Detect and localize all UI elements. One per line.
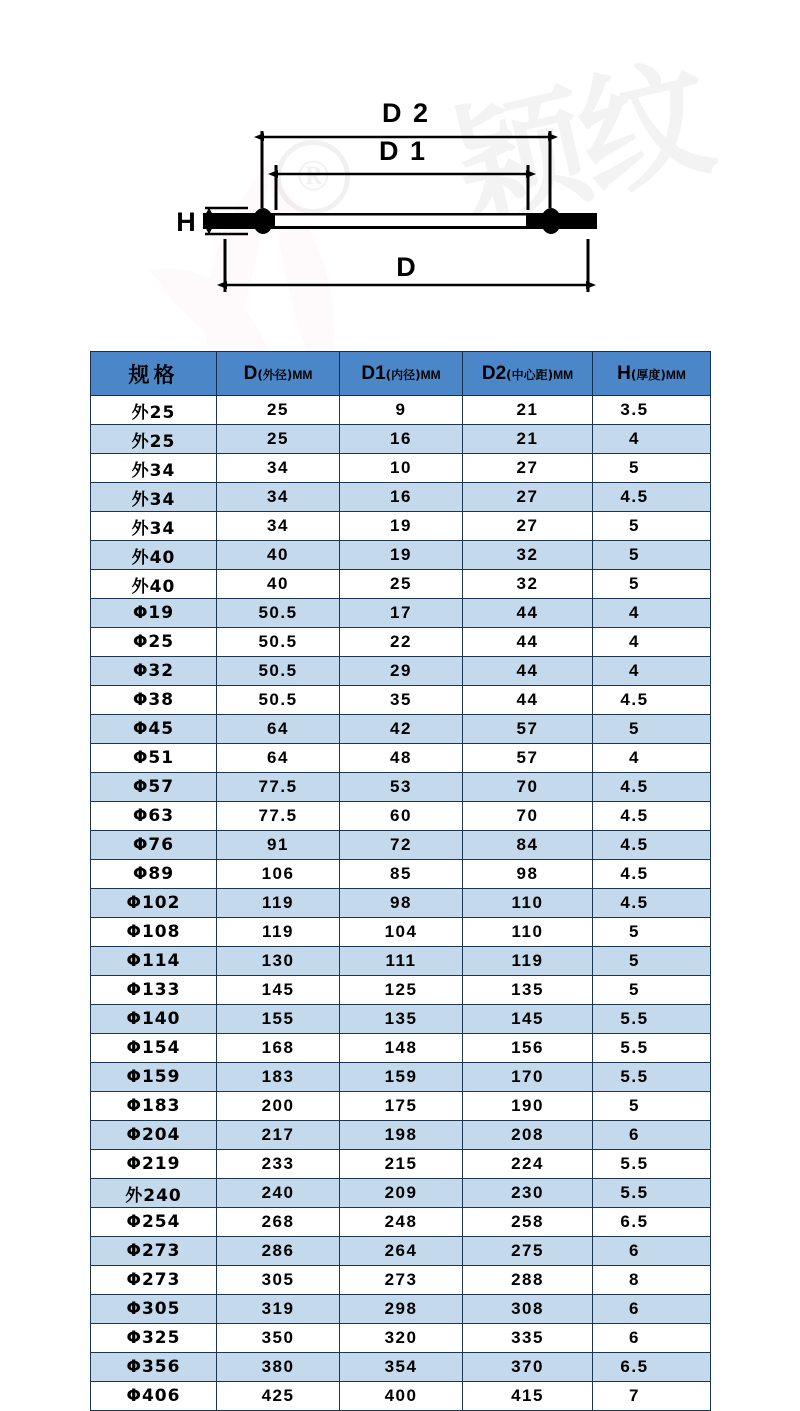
cell-d2: 308 [463, 1295, 593, 1324]
cell-d: 350 [217, 1324, 340, 1353]
table-row [91, 831, 711, 860]
cell-d2: 44 [463, 599, 593, 628]
table-row [91, 1295, 711, 1324]
cell-h: 5.5 [593, 1034, 711, 1063]
cell-d1: 10 [340, 454, 463, 483]
cell-d: 91 [217, 831, 340, 860]
cell-d1: 29 [340, 657, 463, 686]
cell-d1: 16 [340, 425, 463, 454]
cell-d1: 19 [340, 541, 463, 570]
cell-d2: 84 [463, 831, 593, 860]
cell-d2: 170 [463, 1063, 593, 1092]
cell-d: 50.5 [217, 599, 340, 628]
cell-d1: 72 [340, 831, 463, 860]
column-header-h [593, 352, 711, 396]
table-row [91, 396, 711, 425]
table-row [91, 1382, 711, 1411]
cell-d: 40 [217, 541, 340, 570]
cell-d: 25 [217, 425, 340, 454]
cell-d: 380 [217, 1353, 340, 1382]
cell-d: 168 [217, 1034, 340, 1063]
cell-d: 305 [217, 1266, 340, 1295]
cell-d1: 298 [340, 1295, 463, 1324]
cell-d2: 119 [463, 947, 593, 976]
cell-d2: 27 [463, 483, 593, 512]
column-header-h-symbol: H [617, 362, 631, 384]
cell-d2: 224 [463, 1150, 593, 1179]
cell-d2: 57 [463, 715, 593, 744]
cell-spec: Φ204 [91, 1121, 217, 1150]
cell-d2: 44 [463, 686, 593, 715]
cell-d2: 370 [463, 1353, 593, 1382]
table-row [91, 744, 711, 773]
cell-d2: 275 [463, 1237, 593, 1266]
specification-table-container [90, 351, 710, 1411]
cell-d1: 215 [340, 1150, 463, 1179]
cell-d1: 35 [340, 686, 463, 715]
cell-d1: 273 [340, 1266, 463, 1295]
table-row [91, 1034, 711, 1063]
column-header-h-note: (厚度) [630, 367, 666, 382]
cell-d1: 16 [340, 483, 463, 512]
cell-d: 183 [217, 1063, 340, 1092]
cell-d1: 60 [340, 802, 463, 831]
cell-h: 5 [593, 918, 711, 947]
cell-h: 6 [593, 1324, 711, 1353]
cell-d: 106 [217, 860, 340, 889]
cell-h: 5 [593, 541, 711, 570]
column-header-d1-note: (内径) [385, 367, 421, 382]
cell-spec: Φ133 [91, 976, 217, 1005]
table-header [91, 352, 711, 396]
column-header-d-unit: MM [292, 367, 313, 382]
cell-d2: 70 [463, 802, 593, 831]
dimension-label-d2: D 2 [381, 98, 431, 128]
column-header-d-note: (外径) [257, 367, 293, 382]
table-row [91, 773, 711, 802]
cell-d1: 85 [340, 860, 463, 889]
cell-d1: 48 [340, 744, 463, 773]
table-row [91, 802, 711, 831]
table-row [91, 918, 711, 947]
cell-d: 155 [217, 1005, 340, 1034]
cell-d: 145 [217, 976, 340, 1005]
dimension-d1 [276, 136, 528, 210]
column-header-d2 [463, 352, 593, 396]
cell-d1: 22 [340, 628, 463, 657]
table-row [91, 512, 711, 541]
cell-spec: Φ38 [91, 686, 217, 715]
table-row [91, 483, 711, 512]
cell-d1: 320 [340, 1324, 463, 1353]
cell-spec: Φ325 [91, 1324, 217, 1353]
cell-h: 6 [593, 1237, 711, 1266]
cell-d1: 248 [340, 1208, 463, 1237]
cell-h: 4.5 [593, 483, 711, 512]
column-header-spec [91, 352, 217, 396]
column-header-d2-note: (中心距) [506, 367, 554, 382]
cell-d2: 44 [463, 628, 593, 657]
table-row [91, 1324, 711, 1353]
table-row [91, 599, 711, 628]
cell-h: 4 [593, 628, 711, 657]
cell-spec: Φ57 [91, 773, 217, 802]
cell-d1: 198 [340, 1121, 463, 1150]
cell-d1: 148 [340, 1034, 463, 1063]
cell-h: 5 [593, 1092, 711, 1121]
column-header-d1 [340, 352, 463, 396]
cell-h: 8 [593, 1266, 711, 1295]
header-row [91, 352, 711, 396]
cell-h: 4.5 [593, 889, 711, 918]
cell-d2: 288 [463, 1266, 593, 1295]
cell-d2: 208 [463, 1121, 593, 1150]
cell-spec: Φ273 [91, 1237, 217, 1266]
table-row [91, 1121, 711, 1150]
column-header-d1-unit: MM [420, 367, 441, 382]
cell-d: 286 [217, 1237, 340, 1266]
cell-d: 200 [217, 1092, 340, 1121]
cell-h: 4 [593, 744, 711, 773]
cell-d: 25 [217, 396, 340, 425]
column-header-d2-unit: MM [553, 367, 574, 382]
cell-h: 5 [593, 570, 711, 599]
cell-d2: 70 [463, 773, 593, 802]
cell-d2: 135 [463, 976, 593, 1005]
column-header-d-symbol: D [243, 362, 258, 384]
cell-d: 77.5 [217, 773, 340, 802]
cell-d: 233 [217, 1150, 340, 1179]
cell-spec: Φ25 [91, 628, 217, 657]
column-header-d2-symbol: D2 [481, 362, 507, 384]
table-row [91, 1063, 711, 1092]
cell-spec: 外34 [91, 512, 217, 541]
cell-d: 119 [217, 889, 340, 918]
cell-spec: Φ114 [91, 947, 217, 976]
cell-d2: 190 [463, 1092, 593, 1121]
cell-d2: 110 [463, 889, 593, 918]
cell-d: 217 [217, 1121, 340, 1150]
table-row [91, 628, 711, 657]
cell-h: 5 [593, 512, 711, 541]
cell-h: 6 [593, 1295, 711, 1324]
cell-d1: 354 [340, 1353, 463, 1382]
cell-d2: 21 [463, 425, 593, 454]
cell-h: 3.5 [593, 396, 711, 425]
cell-d: 34 [217, 512, 340, 541]
cell-d1: 264 [340, 1237, 463, 1266]
table-row [91, 454, 711, 483]
cell-d: 240 [217, 1179, 340, 1208]
gasket-dimension-diagram [0, 0, 800, 340]
cell-spec: Φ108 [91, 918, 217, 947]
cell-d1: 111 [340, 947, 463, 976]
table-row [91, 889, 711, 918]
cell-h: 4 [593, 425, 711, 454]
table-row [91, 1179, 711, 1208]
cell-d1: 104 [340, 918, 463, 947]
cell-spec: Φ406 [91, 1382, 217, 1411]
cell-spec: Φ89 [91, 860, 217, 889]
cell-h: 4 [593, 599, 711, 628]
cell-d: 64 [217, 744, 340, 773]
table-row [91, 686, 711, 715]
cell-h: 5 [593, 454, 711, 483]
cell-spec: Φ45 [91, 715, 217, 744]
cell-d2: 145 [463, 1005, 593, 1034]
cell-d: 77.5 [217, 802, 340, 831]
table-row [91, 976, 711, 1005]
cell-d2: 98 [463, 860, 593, 889]
cell-d1: 135 [340, 1005, 463, 1034]
cell-h: 6.5 [593, 1208, 711, 1237]
cell-spec: 外25 [91, 425, 217, 454]
column-header-h-unit: MM [665, 367, 686, 382]
cell-d1: 9 [340, 396, 463, 425]
column-header-spec-label: 规格 [128, 362, 179, 387]
cell-d: 50.5 [217, 628, 340, 657]
cell-d: 50.5 [217, 686, 340, 715]
gasket-body-illustration [203, 208, 597, 234]
table-row [91, 425, 711, 454]
table-row [91, 1237, 711, 1266]
cell-h: 4.5 [593, 802, 711, 831]
cell-d2: 335 [463, 1324, 593, 1353]
cell-d2: 27 [463, 512, 593, 541]
cell-h: 4.5 [593, 831, 711, 860]
table-row [91, 715, 711, 744]
cell-d2: 27 [463, 454, 593, 483]
cell-h: 6 [593, 1121, 711, 1150]
cell-h: 5.5 [593, 1150, 711, 1179]
dimension-label-h: H [176, 207, 196, 237]
cell-d1: 19 [340, 512, 463, 541]
table-row [91, 657, 711, 686]
dimension-d [225, 239, 588, 292]
cell-spec: Φ102 [91, 889, 217, 918]
column-header-d1-symbol: D1 [361, 362, 386, 384]
cell-d: 319 [217, 1295, 340, 1324]
cell-spec: Φ51 [91, 744, 217, 773]
table-body [91, 396, 711, 1411]
dimension-label-d: D [396, 252, 416, 282]
table-row [91, 1005, 711, 1034]
cell-d1: 42 [340, 715, 463, 744]
cell-d2: 230 [463, 1179, 593, 1208]
cell-d: 64 [217, 715, 340, 744]
cell-d1: 25 [340, 570, 463, 599]
cell-h: 5 [593, 976, 711, 1005]
cell-spec: Φ63 [91, 802, 217, 831]
cell-spec: Φ76 [91, 831, 217, 860]
cell-h: 5 [593, 715, 711, 744]
cell-d2: 110 [463, 918, 593, 947]
cell-h: 5.5 [593, 1005, 711, 1034]
cell-d1: 53 [340, 773, 463, 802]
cell-d2: 21 [463, 396, 593, 425]
cell-spec: 外40 [91, 570, 217, 599]
cell-d1: 17 [340, 599, 463, 628]
cell-d1: 175 [340, 1092, 463, 1121]
cell-h: 5.5 [593, 1179, 711, 1208]
table-row [91, 1353, 711, 1382]
cell-d2: 156 [463, 1034, 593, 1063]
cell-h: 4.5 [593, 686, 711, 715]
table-row [91, 1266, 711, 1295]
cell-spec: Φ273 [91, 1266, 217, 1295]
dimension-label-d1: D 1 [378, 136, 428, 166]
table-row [91, 541, 711, 570]
cell-spec: Φ159 [91, 1063, 217, 1092]
cell-d: 40 [217, 570, 340, 599]
cell-d: 119 [217, 918, 340, 947]
cell-d: 34 [217, 454, 340, 483]
cell-d2: 57 [463, 744, 593, 773]
column-header-d [217, 352, 340, 396]
cell-spec: Φ254 [91, 1208, 217, 1237]
cell-d: 50.5 [217, 657, 340, 686]
cell-d1: 98 [340, 889, 463, 918]
cell-h: 6.5 [593, 1353, 711, 1382]
cell-spec: Φ219 [91, 1150, 217, 1179]
cell-spec: 外25 [91, 396, 217, 425]
registered-mark-watermark-icon: ® [276, 140, 350, 214]
cell-spec: 外34 [91, 454, 217, 483]
cell-d1: 159 [340, 1063, 463, 1092]
cell-h: 4 [593, 657, 711, 686]
cell-spec: 外240 [91, 1179, 217, 1208]
cell-spec: Φ305 [91, 1295, 217, 1324]
cell-d: 425 [217, 1382, 340, 1411]
cell-d2: 32 [463, 541, 593, 570]
cell-h: 4.5 [593, 773, 711, 802]
cell-d: 268 [217, 1208, 340, 1237]
cell-spec: Φ154 [91, 1034, 217, 1063]
table-row [91, 947, 711, 976]
cell-spec: Φ183 [91, 1092, 217, 1121]
cell-spec: Φ32 [91, 657, 217, 686]
cell-d2: 415 [463, 1382, 593, 1411]
table-row [91, 570, 711, 599]
table-row [91, 1208, 711, 1237]
cell-d2: 44 [463, 657, 593, 686]
cell-spec: 外34 [91, 483, 217, 512]
cell-d2: 258 [463, 1208, 593, 1237]
cell-d1: 400 [340, 1382, 463, 1411]
cell-d1: 125 [340, 976, 463, 1005]
table-row [91, 860, 711, 889]
cell-d: 130 [217, 947, 340, 976]
table-row [91, 1150, 711, 1179]
cell-h: 4.5 [593, 860, 711, 889]
cell-spec: Φ140 [91, 1005, 217, 1034]
table-row [91, 1092, 711, 1121]
specification-table [90, 351, 711, 1411]
cell-h: 7 [593, 1382, 711, 1411]
cell-h: 5.5 [593, 1063, 711, 1092]
cell-d: 34 [217, 483, 340, 512]
cell-h: 5 [593, 947, 711, 976]
cell-spec: Φ356 [91, 1353, 217, 1382]
cell-d2: 32 [463, 570, 593, 599]
cell-spec: 外40 [91, 541, 217, 570]
cell-d1: 209 [340, 1179, 463, 1208]
cell-spec: Φ19 [91, 599, 217, 628]
